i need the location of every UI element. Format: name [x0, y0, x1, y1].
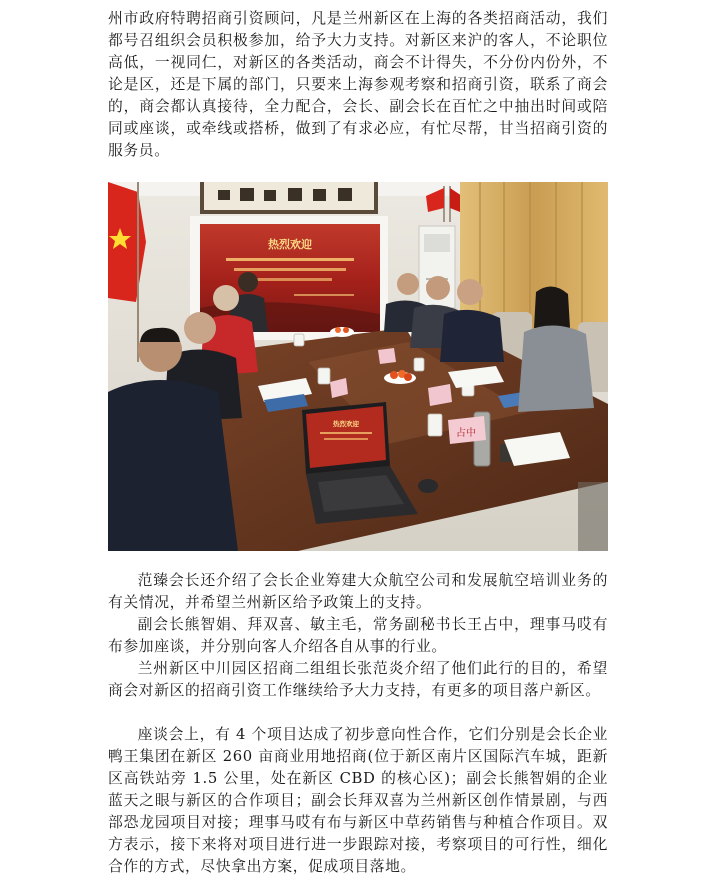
- chair-edge: [578, 482, 608, 551]
- paragraph-delegation-purpose: 兰州新区中川园区招商二组组长张范炎介绍了他们此行的目的，希望商会对新区的招商引资工作继续给予大力支持，有更多的项目落户新区。: [108, 660, 608, 699]
- paragraph-president-intro: 范臻会长还介绍了会长企业筹建大众航空公司和发展航空培训业务的有关情况，并希望兰州新区给予政策上的支持。: [108, 572, 608, 611]
- paragraph-cooperation-projects: 座谈会上，有 4 个项目达成了初步意向性合作，它们分别是会长企业鸭王集团在新区 260 亩商业用地招商(位于新区南片区国际汽车城，距新区高铁站旁 1.5 公里，处在新区 CBD 的核心区)；副会长熊智娟的企业蓝天之眼与新区的合作项目；副会长拜双喜为兰州新区创作情景剧，与西部恐龙园项目对接；理事马哎有布与新区中草药销售与种植合作项目。双方表示，接下来将对项目进行进一步跟踪对接，考察项目的可行性，细化合作的方式，尽快拿出方案，促成项目落地。: [108, 726, 608, 875]
- calligraphy-frame: [200, 182, 378, 214]
- meeting-photo: [108, 182, 608, 551]
- slide-welcome-text: 热烈欢迎: [268, 238, 312, 251]
- tent-card-label: 占中: [456, 428, 476, 439]
- paragraph-intro-continued: 州市政府特聘招商引资顾问，凡是兰州新区在上海的各类招商活动，我们都号召组织会员积极参加，给予大力支持。对新区来沪的客人，不论职位高低，一视同仁，对新区的各类活动，商会不计得失，不分份内份外，不论是区，还是下属的部门，只要来上海参观考察和招商引资，联系了商会的，商会都认真接待，全力配合，会长、副会长在百忙之中抽出时间或陪同或座谈，或牵线或搭桥，做到了有求必应，有忙尽帮，甘当招商引资的服务员。: [108, 10, 608, 159]
- paragraph-vice-presidents: 副会长熊智娟、拜双喜、敏主毛，常务副秘书长王占中，理事马哎有布参加座谈，并分别向客人介绍各自从事的行业。: [108, 616, 608, 655]
- meeting-photo-illustration: [108, 182, 608, 551]
- mouse: [418, 479, 438, 493]
- laptop-slide-text: 热烈欢迎: [333, 420, 359, 428]
